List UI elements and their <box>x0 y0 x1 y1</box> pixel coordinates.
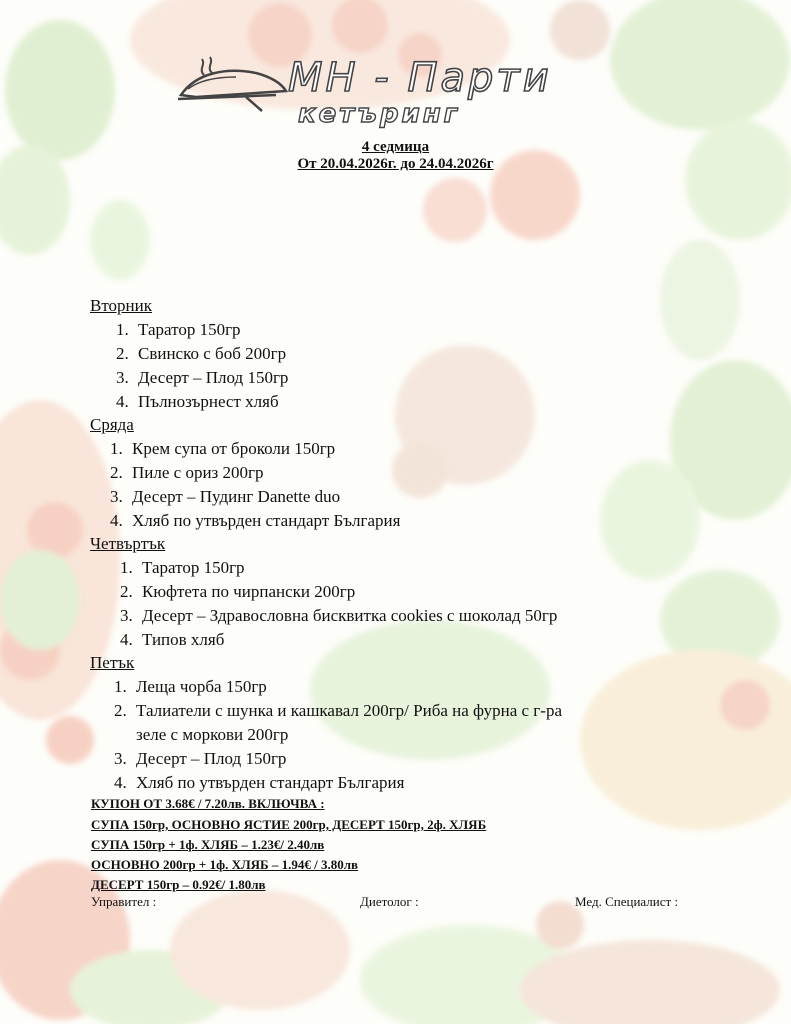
item-text: Типов хляб <box>142 630 225 649</box>
day-title-friday: Петък <box>90 653 135 672</box>
item-text: Десерт – Плод 150гр <box>138 368 289 387</box>
item-text: Таратор 150гр <box>138 320 241 339</box>
item-text: Свинско с боб 200гр <box>138 344 287 363</box>
item-text: Десерт – Пудинг Danette duo <box>132 487 341 506</box>
item-text: Кюфтета по чирпански 200гр <box>142 582 356 601</box>
item-text: Леща чорба 150гр <box>136 677 267 696</box>
item-text: Пиле с ориз 200гр <box>132 463 264 482</box>
menu-item <box>120 630 224 650</box>
coupon-line: ДЕСЕРТ 150гр – 0.92€/ 1.80лв <box>91 877 266 892</box>
signature-medic: Мед. Специалист : <box>575 894 679 909</box>
item-text: Пълнозърнест хляб <box>138 392 279 411</box>
item-text: Хляб по утвърден стандарт България <box>136 773 405 792</box>
menu-item <box>114 677 267 697</box>
menu-item <box>116 344 286 364</box>
menu-item <box>110 511 400 531</box>
week-date-range: От 20.04.2026г. до 24.04.2026г <box>297 156 494 172</box>
item-number: 3. <box>114 749 127 768</box>
week-number: 4 седмица <box>361 139 430 155</box>
item-number: 3. <box>110 487 123 506</box>
coupon-line: СУПА 150гр, ОСНОВНО ЯСТИЕ 200гр, ДЕСЕРТ 150гр, 2ф. ХЛЯБ <box>91 817 487 832</box>
item-number: 4. <box>120 630 133 649</box>
signature-manager: Управител : <box>91 894 157 909</box>
item-number: 4. <box>110 511 123 530</box>
item-number: 3. <box>120 606 133 625</box>
menu-item <box>116 392 279 412</box>
item-number: 1. <box>114 677 127 696</box>
menu-item <box>114 749 286 769</box>
brand-subtitle: кетъринг <box>298 99 461 129</box>
item-number: 4. <box>116 392 129 411</box>
coupon-line: СУПА 150гр + 1ф. ХЛЯБ – 1.23€/ 2.40лв <box>91 837 325 852</box>
menu-item <box>116 368 288 388</box>
brand-logo <box>176 55 636 135</box>
item-number: 1. <box>110 439 123 458</box>
item-text: Талиатели с шунка и кашкавал 200гр/ Риба на фурна с г-ра <box>136 701 562 720</box>
item-number: 1. <box>116 320 129 339</box>
item-text: Хляб по утвърден стандарт България <box>132 511 401 530</box>
coupon-heading: КУПОН ОТ 3.68€ / 7.20лв. ВКЛЮЧВА : <box>91 796 325 811</box>
menu-item <box>120 606 557 626</box>
item-number: 2. <box>110 463 123 482</box>
item-number: 1. <box>120 558 133 577</box>
coupon-line: ОСНОВНО 200гр + 1ф. ХЛЯБ – 1.94€ / 3.80лв <box>91 857 359 872</box>
signature-dietitian: Диетолог : <box>360 894 419 909</box>
item-number: 3. <box>116 368 129 387</box>
menu-item-continuation: зеле с моркови 200гр <box>136 725 289 744</box>
day-title-tuesday: Вторник <box>90 296 152 315</box>
item-text: Десерт – Здравословна бисквитка cookies с шоколад 50гр <box>142 606 558 625</box>
item-number: 2. <box>114 701 127 720</box>
menu-item <box>120 582 355 602</box>
item-text: Десерт – Плод 150гр <box>136 749 287 768</box>
menu-item <box>114 701 562 721</box>
item-number: 2. <box>120 582 133 601</box>
menu-item <box>110 439 335 459</box>
item-number: 4. <box>114 773 127 792</box>
menu-item <box>120 558 245 578</box>
brand-name: МН - Парти <box>288 55 552 101</box>
menu-item <box>110 487 340 507</box>
day-title-thursday: Четвъртък <box>90 534 166 553</box>
item-number: 2. <box>116 344 129 363</box>
item-text: Крем супа от броколи 150гр <box>132 439 336 458</box>
day-title-wednesday: Сряда <box>90 415 134 434</box>
menu-item <box>114 773 404 793</box>
cloche-icon <box>176 55 291 115</box>
item-text: Таратор 150гр <box>142 558 245 577</box>
menu-item <box>110 463 263 483</box>
menu-item <box>116 320 241 340</box>
